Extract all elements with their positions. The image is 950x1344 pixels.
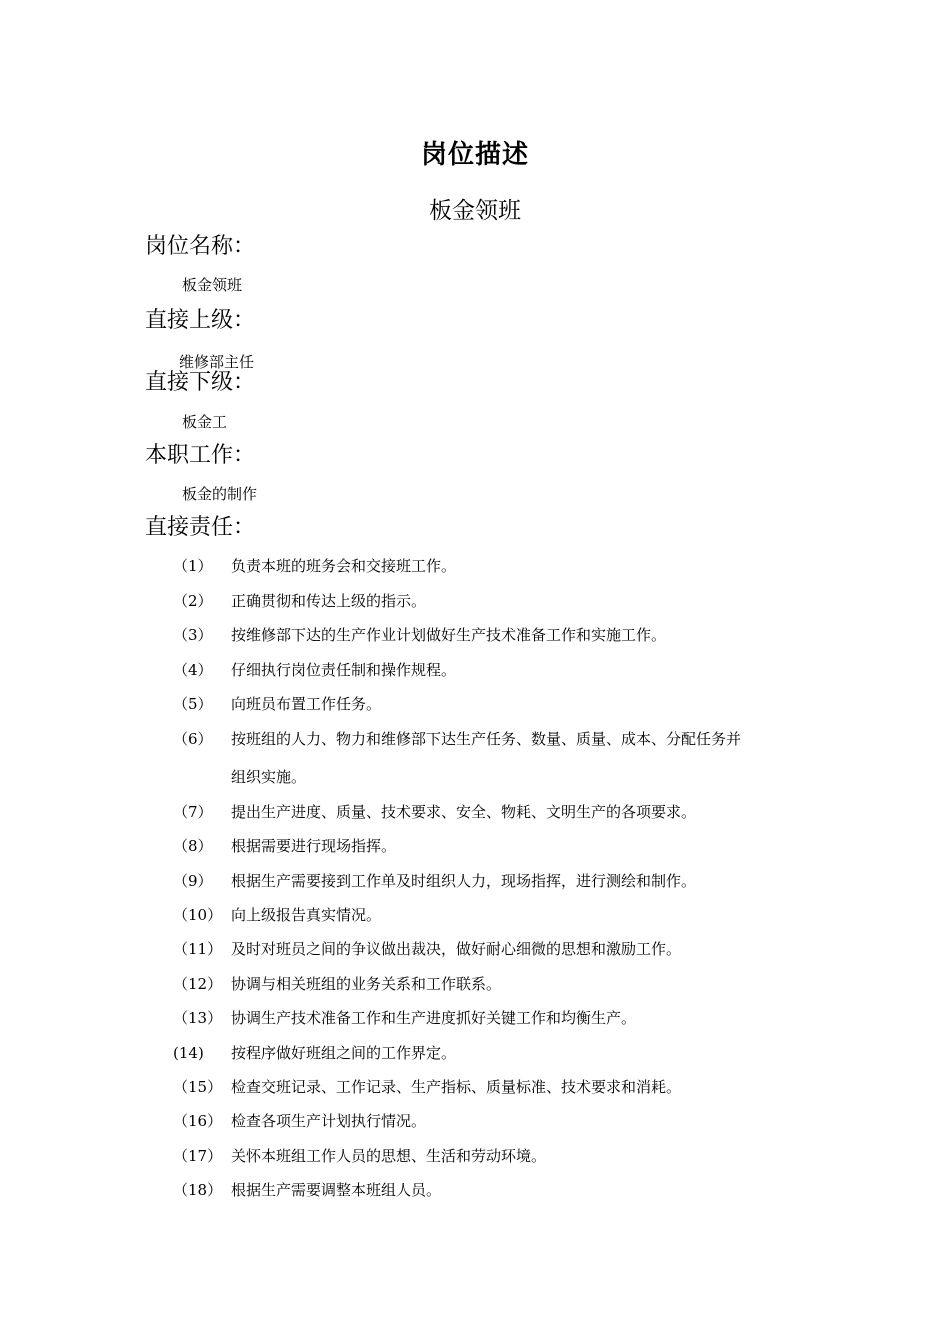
heading-direct-subordinate: 直接下级：: [145, 370, 256, 395]
duty-number: (14): [173, 1044, 204, 1062]
heading-direct-responsibility: 直接责任：: [145, 515, 256, 540]
duty-text: 仔细执行岗位责任制和操作规程。: [231, 661, 457, 679]
duty-text: 关怀本班组工作人员的思想、生活和劳动环境。: [231, 1147, 547, 1165]
duty-text: 根据生产需要接到工作单及时组织人力，现场指挥，进行测绘和制作。: [231, 872, 697, 890]
duty-text: 根据需要进行现场指挥。: [231, 837, 397, 855]
document-title: 岗位描述: [420, 140, 529, 170]
document-subtitle: 板金领班: [429, 198, 521, 224]
heading-direct-superior: 直接上级：: [145, 308, 256, 333]
duty-text: 检查交班记录、工作记录、生产指标、质量标准、技术要求和消耗。: [231, 1078, 682, 1096]
duty-text: 负责本班的班务会和交接班工作。: [231, 557, 457, 575]
duty-number: （13）: [173, 1009, 223, 1027]
value-main-work: 板金的制作: [182, 485, 258, 503]
duty-number: （12）: [173, 975, 223, 993]
value-position-name: 板金领班: [182, 276, 243, 294]
duty-number: （16）: [173, 1112, 223, 1130]
duty-number: （4）: [173, 661, 213, 679]
value-direct-superior: 维修部主任: [179, 353, 255, 371]
duty-number: （15）: [173, 1078, 223, 1096]
duty-number: （8）: [173, 837, 213, 855]
duty-text: 按班组的人力、物力和维修部下达生产任务、数量、质量、成本、分配任务并: [231, 730, 742, 748]
duty-number: （3）: [173, 626, 213, 644]
duty-text: 协调生产技术准备工作和生产进度抓好关键工作和均衡生产。: [231, 1009, 637, 1027]
heading-position-name: 岗位名称：: [145, 234, 256, 259]
duty-text: 按程序做好班组之间的工作界定。: [231, 1044, 457, 1062]
duty-text: 及时对班员之间的争议做出裁决，做好耐心细微的思想和激励工作。: [231, 940, 682, 958]
duty-number: （18）: [173, 1181, 223, 1199]
duty-text: 按维修部下达的生产作业计划做好生产技术准备工作和实施工作。: [231, 626, 667, 644]
duty-text: 正确贯彻和传达上级的指示。: [231, 592, 427, 610]
duty-text: 根据生产需要调整本班组人员。: [231, 1181, 442, 1199]
duty-text: 向班员布置工作任务。: [231, 695, 382, 713]
heading-main-work: 本职工作：: [145, 443, 256, 468]
duty-number: （5）: [173, 695, 213, 713]
duty-number: （11）: [173, 940, 223, 958]
duty-text: 检查各项生产计划执行情况。: [231, 1112, 427, 1130]
duty-number: （6）: [173, 730, 213, 748]
duty-text-continuation: 组织实施。: [231, 768, 307, 786]
value-direct-subordinate: 板金工: [182, 413, 228, 431]
duty-text: 协调与相关班组的业务关系和工作联系。: [231, 975, 502, 993]
duty-number: （10）: [173, 906, 223, 924]
duty-number: （9）: [173, 872, 213, 890]
duty-text: 向上级报告真实情况。: [231, 906, 382, 924]
duty-text: 提出生产进度、质量、技术要求、安全、物耗、文明生产的各项要求。: [231, 803, 697, 821]
duty-number: （2）: [173, 592, 213, 610]
duty-number: （17）: [173, 1147, 223, 1165]
duty-number: （1）: [173, 557, 213, 575]
duty-number: （7）: [173, 803, 213, 821]
